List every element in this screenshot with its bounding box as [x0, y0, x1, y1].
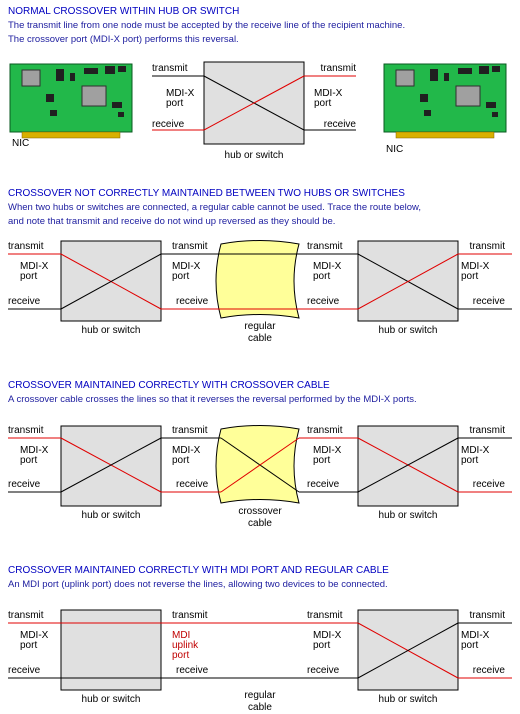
- mdix-label: MDI-X: [313, 445, 342, 456]
- cable-type-label: crossover: [238, 506, 282, 517]
- port-label: port: [20, 271, 38, 282]
- mdix-label: MDI-X: [20, 261, 49, 272]
- mdix-label: MDI-X: [461, 261, 490, 272]
- port-label: port: [461, 640, 479, 651]
- port-label: port: [20, 455, 38, 466]
- nic-card-icon: [384, 64, 506, 138]
- hub-box-right: [358, 426, 458, 506]
- mdix-label: MDI-X: [461, 630, 490, 641]
- cable-label: cable: [248, 518, 272, 529]
- hub-or-switch-label: hub or switch: [81, 325, 141, 336]
- cable-type-label: regular: [244, 690, 276, 701]
- transmit-label: transmit: [152, 63, 188, 74]
- receive-label: receive: [472, 479, 505, 490]
- transmit-label: transmit: [469, 241, 505, 252]
- cable-label: cable: [248, 333, 272, 344]
- mdix-label: MDI-X: [166, 88, 195, 99]
- hub-or-switch-label: hub or switch: [378, 510, 438, 521]
- transmit-label: transmit: [469, 610, 505, 621]
- port-label: port: [166, 98, 184, 109]
- transmit-label: transmit: [8, 425, 44, 436]
- receive-label: receive: [176, 296, 209, 307]
- port-label: port: [461, 271, 479, 282]
- transmit-label: transmit: [307, 425, 343, 436]
- cable-type-label: regular: [244, 321, 276, 332]
- receive-label: receive: [307, 296, 340, 307]
- receive-label: receive: [176, 479, 209, 490]
- transmit-label: transmit: [172, 241, 208, 252]
- section-description: The transmit line from one node must be accepted by the receive line of the recipient machine.: [8, 20, 406, 31]
- nic-label: NIC: [12, 138, 30, 149]
- transmit-label: transmit: [307, 610, 343, 621]
- receive-label: receive: [307, 479, 340, 490]
- section-heading: CROSSOVER MAINTAINED CORRECTLY WITH CROSSOVER CABLE: [8, 380, 330, 391]
- port-label: port: [172, 650, 190, 661]
- receive-label: receive: [323, 119, 356, 130]
- port-label: port: [314, 98, 332, 109]
- receive-label: receive: [8, 296, 41, 307]
- port-label: port: [172, 455, 190, 466]
- nic-card-icon: [10, 64, 132, 138]
- hub-or-switch-label: hub or switch: [378, 694, 438, 705]
- mdix-label: MDI-X: [313, 630, 342, 641]
- transmit-label: transmit: [172, 610, 208, 621]
- transmit-label: transmit: [320, 63, 356, 74]
- port-label: port: [313, 455, 331, 466]
- hub-or-switch-label: hub or switch: [378, 325, 438, 336]
- port-label: port: [172, 271, 190, 282]
- uplink-label: uplink: [172, 640, 199, 651]
- section-description: An MDI port (uplink port) does not reverse the lines, allowing two devices to be connected.: [8, 579, 388, 590]
- section-heading: CROSSOVER NOT CORRECTLY MAINTAINED BETWEEN TWO HUBS OR SWITCHES: [8, 188, 405, 199]
- section-description: The crossover port (MDI-X port) performs this reversal.: [8, 34, 239, 45]
- transmit-label: transmit: [8, 610, 44, 621]
- mdix-label: MDI-X: [172, 445, 201, 456]
- section-description: and note that transmit and receive do not wind up reversed as they should be.: [8, 216, 336, 227]
- transmit-label: transmit: [8, 241, 44, 252]
- cable-label: cable: [248, 702, 272, 713]
- hub-box-left: [61, 426, 161, 506]
- cable-shape: [216, 426, 299, 504]
- receive-label: receive: [152, 119, 185, 130]
- hub-or-switch-label: hub or switch: [224, 150, 284, 161]
- receive-label: receive: [472, 296, 505, 307]
- port-label: port: [313, 640, 331, 651]
- port-label: port: [20, 640, 38, 651]
- cable-shape: [216, 241, 299, 319]
- mdix-label: MDI-X: [172, 261, 201, 272]
- port-label: port: [313, 271, 331, 282]
- transmit-label: transmit: [469, 425, 505, 436]
- receive-label: receive: [176, 665, 209, 676]
- transmit-label: transmit: [307, 241, 343, 252]
- receive-label: receive: [307, 665, 340, 676]
- hub-or-switch-label: hub or switch: [81, 510, 141, 521]
- mdix-label: MDI-X: [20, 630, 49, 641]
- section-description: When two hubs or switches are connected, a regular cable cannot be used. Trace the route below,: [8, 202, 421, 213]
- mdi-label: MDI: [172, 630, 191, 641]
- mdix-label: MDI-X: [314, 88, 343, 99]
- section-heading: NORMAL CROSSOVER WITHIN HUB OR SWITCH: [8, 6, 240, 17]
- receive-label: receive: [8, 479, 41, 490]
- receive-label: receive: [8, 665, 41, 676]
- mdix-label: MDI-X: [461, 445, 490, 456]
- receive-label: receive: [472, 665, 505, 676]
- hub-or-switch-label: hub or switch: [81, 694, 141, 705]
- port-label: port: [461, 455, 479, 466]
- section-heading: CROSSOVER MAINTAINED CORRECTLY WITH MDI PORT AND REGULAR CABLE: [8, 565, 389, 576]
- mdix-label: MDI-X: [313, 261, 342, 272]
- section-description: A crossover cable crosses the lines so that it reverses the reversal performed by the MDI-X ports.: [8, 394, 417, 405]
- mdix-label: MDI-X: [20, 445, 49, 456]
- nic-label: NIC: [386, 144, 404, 155]
- transmit-label: transmit: [172, 425, 208, 436]
